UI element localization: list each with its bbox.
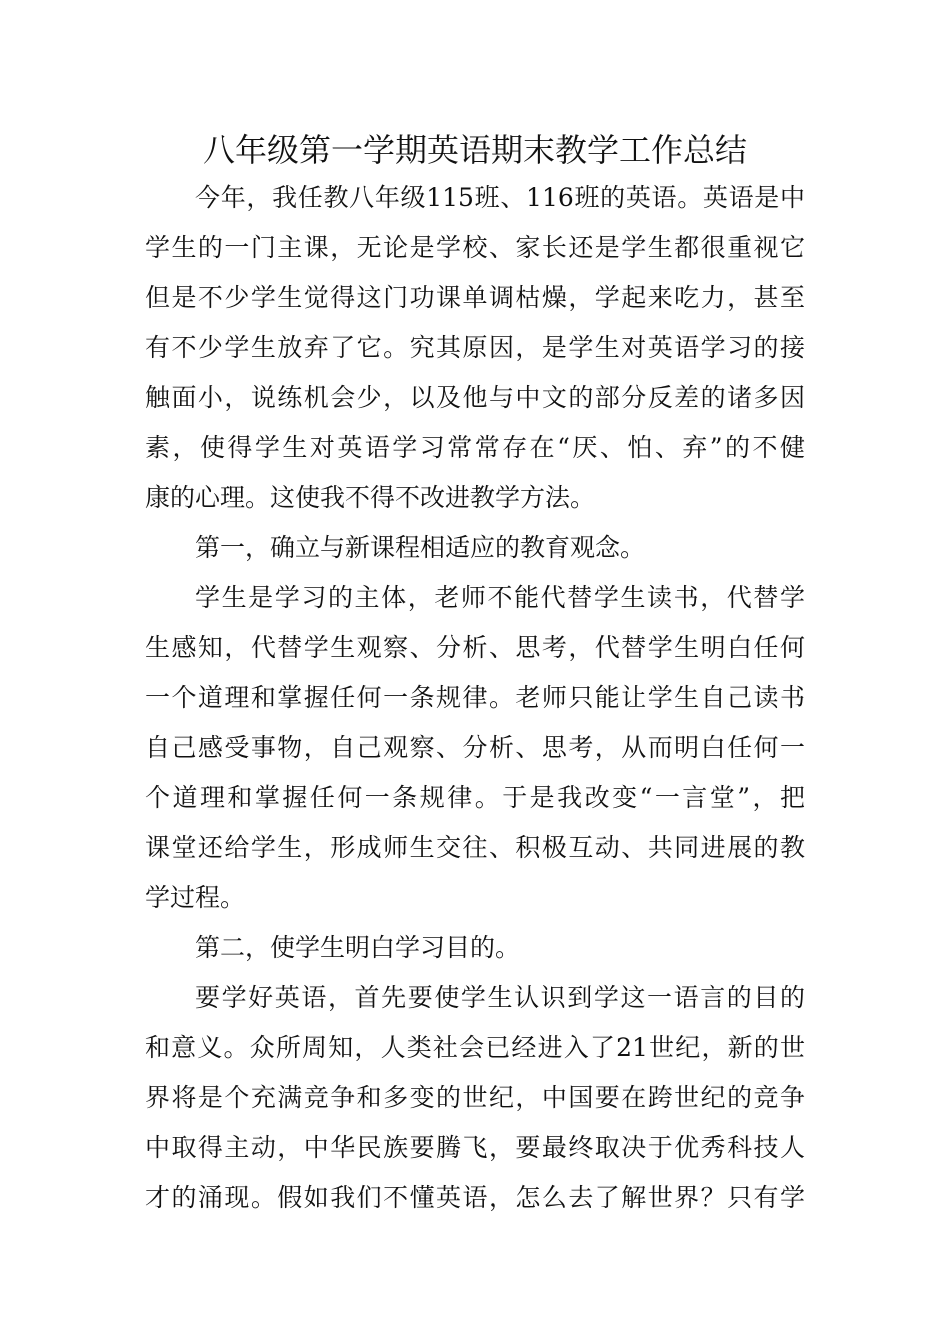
body-line: 界将是个充满竞争和多变的世纪，中国要在跨世纪的竞争 bbox=[145, 1083, 805, 1112]
body-line: 康的心理。这使我不得不改进教学方法。 bbox=[145, 483, 596, 512]
body-line: 和意义。众所周知，人类社会已经进入了21世纪，新的世 bbox=[145, 1033, 805, 1062]
body-line: 触面小，说练机会少，以及他与中文的部分反差的诸多因 bbox=[145, 383, 805, 412]
body-line: 中取得主动，中华民族要腾飞，要最终取决于优秀科技人 bbox=[145, 1133, 805, 1162]
section-heading-2: 第二，使学生明白学习目的。 bbox=[195, 933, 521, 962]
body-line: 生感知，代替学生观察、分析、思考，代替学生明白任何 bbox=[145, 633, 805, 662]
body-line: 有不少学生放弃了它。究其原因，是学生对英语学习的接 bbox=[145, 333, 805, 362]
body-line: 学生是学习的主体，老师不能代替学生读书，代替学 bbox=[195, 583, 805, 612]
body-line: 个道理和掌握任何一条规律。于是我改变“一言堂”，把 bbox=[145, 783, 805, 812]
body-line: 但是不少学生觉得这门功课单调枯燥，学起来吃力，甚至 bbox=[145, 283, 805, 312]
body-line: 自己感受事物，自己观察、分析、思考，从而明白任何一 bbox=[145, 733, 805, 762]
document-title: 八年级第一学期英语期末教学工作总结 bbox=[202, 131, 747, 169]
body-line: 课堂还给学生，形成师生交往、积极互动、共同进展的教 bbox=[145, 833, 805, 862]
body-line: 素，使得学生对英语学习常常存在“厌、怕、弃”的不健 bbox=[145, 433, 805, 462]
body-line: 一个道理和掌握任何一条规律。老师只能让学生自己读书 bbox=[145, 683, 805, 712]
body-line: 今年，我任教八年级115班、116班的英语。英语是中 bbox=[195, 183, 805, 212]
section-heading-1: 第一，确立与新课程相适应的教育观念。 bbox=[195, 533, 646, 562]
body-line: 学生的一门主课，无论是学校、家长还是学生都很重视它 bbox=[145, 233, 805, 262]
body-line: 要学好英语，首先要使学生认识到学这一语言的目的 bbox=[195, 983, 805, 1012]
body-line: 学过程。 bbox=[145, 883, 246, 912]
body-line: 才的涌现。假如我们不懂英语，怎么去了解世界？只有学 bbox=[145, 1183, 805, 1212]
